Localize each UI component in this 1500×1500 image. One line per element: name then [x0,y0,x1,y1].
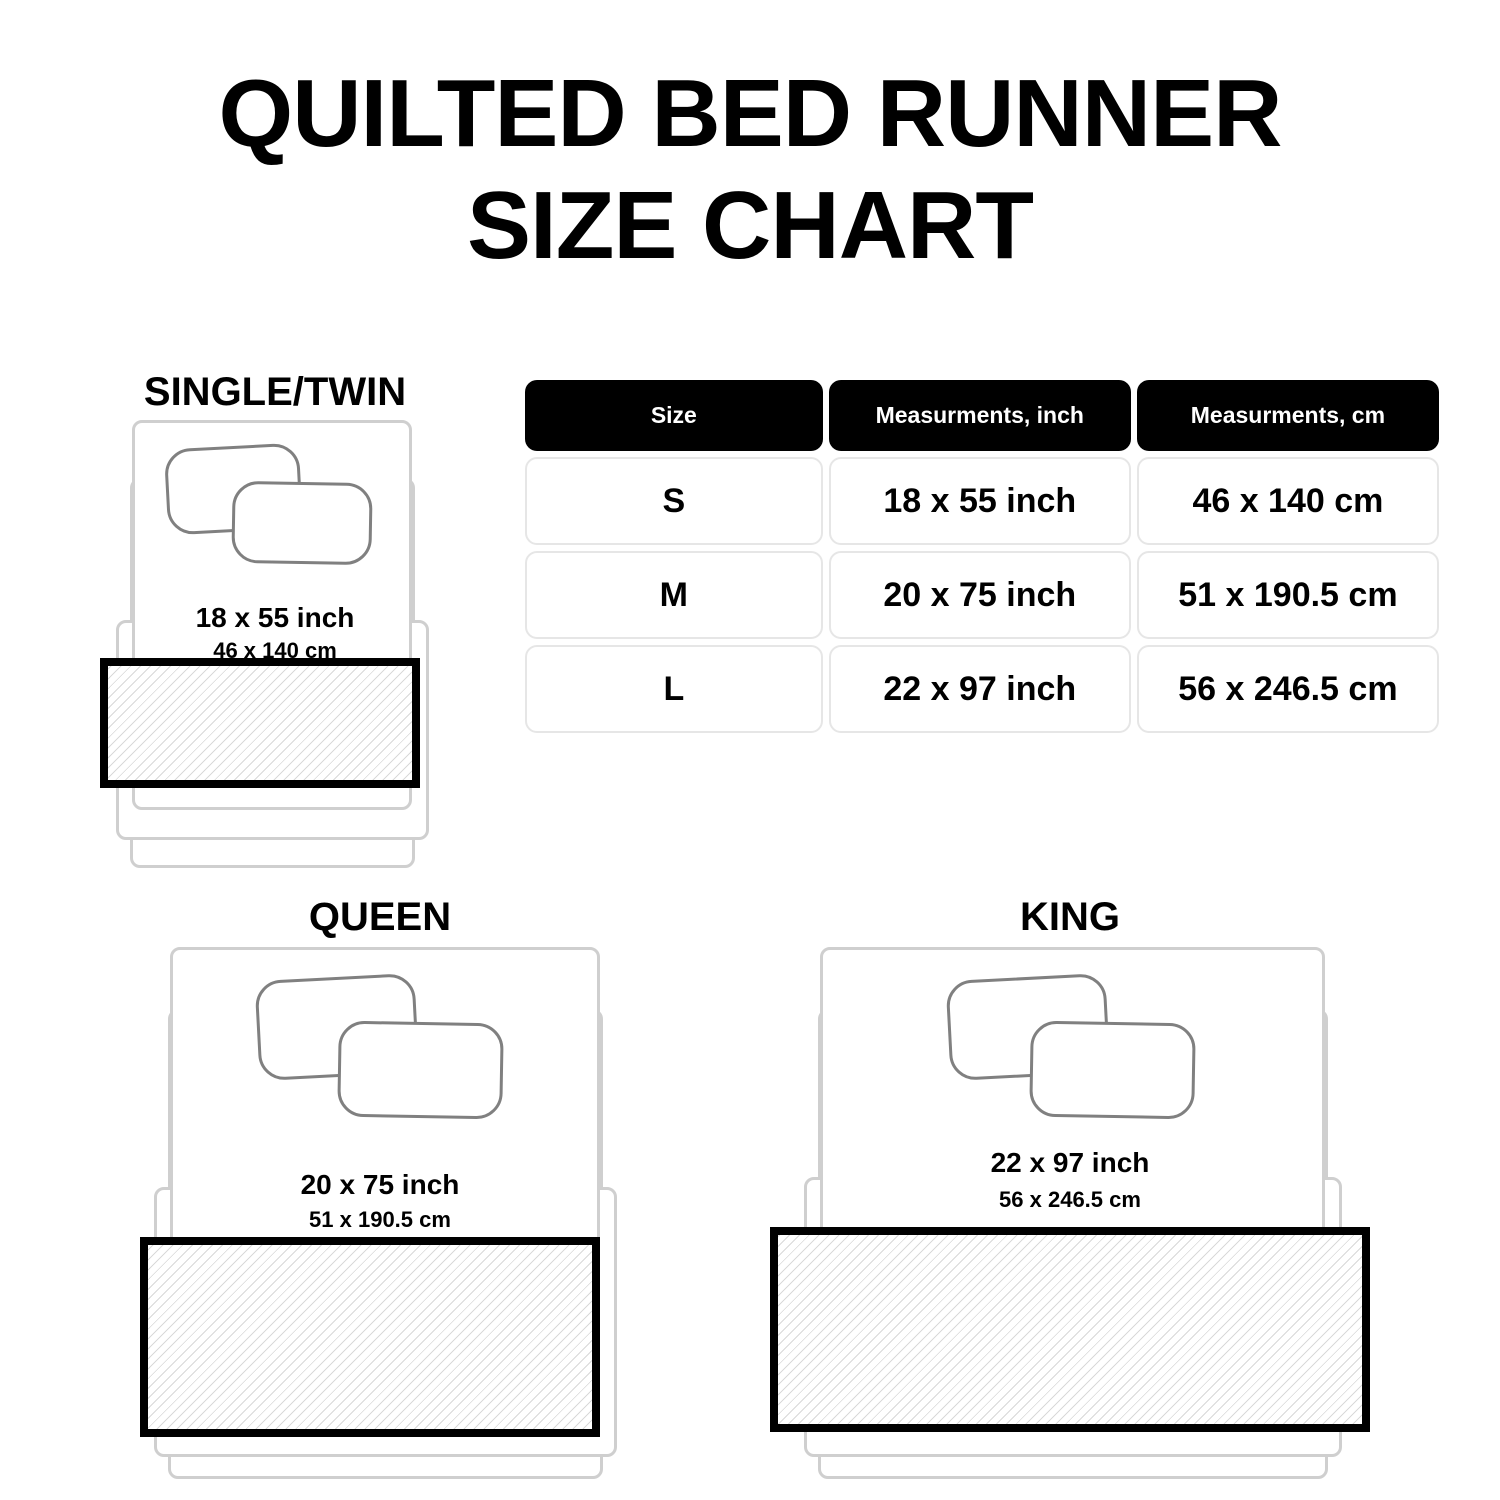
column-header-inch: Measurments, inch [829,380,1131,451]
bed-title-king: KING [1020,895,1120,939]
table-header-row [525,380,1439,451]
table-row [525,457,1439,545]
table-row [525,645,1439,733]
cell-cm: 51 x 190.5 cm [1137,551,1439,639]
column-header-cm: Measurments, cm [1137,380,1439,451]
bed-art-single-twin [60,420,490,870]
cell-inch: 22 x 97 inch [829,645,1131,733]
bed-runner [770,1227,1370,1432]
page-title [0,58,1500,282]
runner-dimension-inch: 20 x 75 inch [300,1169,460,1200]
bed-runner [140,1237,600,1437]
cell-cm: 56 x 246.5 cm [1137,645,1439,733]
cell-inch: 18 x 55 inch [829,457,1131,545]
bed-art-king [760,947,1380,1477]
bed-title-single-twin: SINGLE/TWIN [143,370,407,414]
cell-inch: 20 x 75 inch [829,551,1131,639]
runner-dimension-cm: 56 x 246.5 cm [999,1187,1141,1212]
size-chart-table [519,374,1445,739]
pillow-front [231,481,372,565]
runner-dimension-cm: 51 x 190.5 cm [309,1207,451,1232]
bed-illustration-single-twin [60,370,490,870]
bed-illustration-queen [120,895,640,1475]
cell-size: M [525,551,823,639]
title-line-2: SIZE CHART [467,172,1033,279]
bed-title-queen: QUEEN [308,895,452,939]
bed-illustration-king [760,895,1380,1475]
cell-cm: 46 x 140 cm [1137,457,1439,545]
runner-dimension-inch: 22 x 97 inch [990,1147,1150,1178]
pillow-front [1029,1021,1196,1120]
title-line-1: QUILTED BED RUNNER [218,60,1282,167]
cell-size: L [525,645,823,733]
bed-art-queen [120,947,640,1477]
pillow-front [337,1021,504,1120]
runner-dimension-cm: 46 x 140 cm [213,638,337,663]
table-row [525,551,1439,639]
bed-runner [100,658,420,788]
runner-dimension-inch: 18 x 55 inch [195,602,355,633]
cell-size: S [525,457,823,545]
column-header-size: Size [525,380,823,451]
